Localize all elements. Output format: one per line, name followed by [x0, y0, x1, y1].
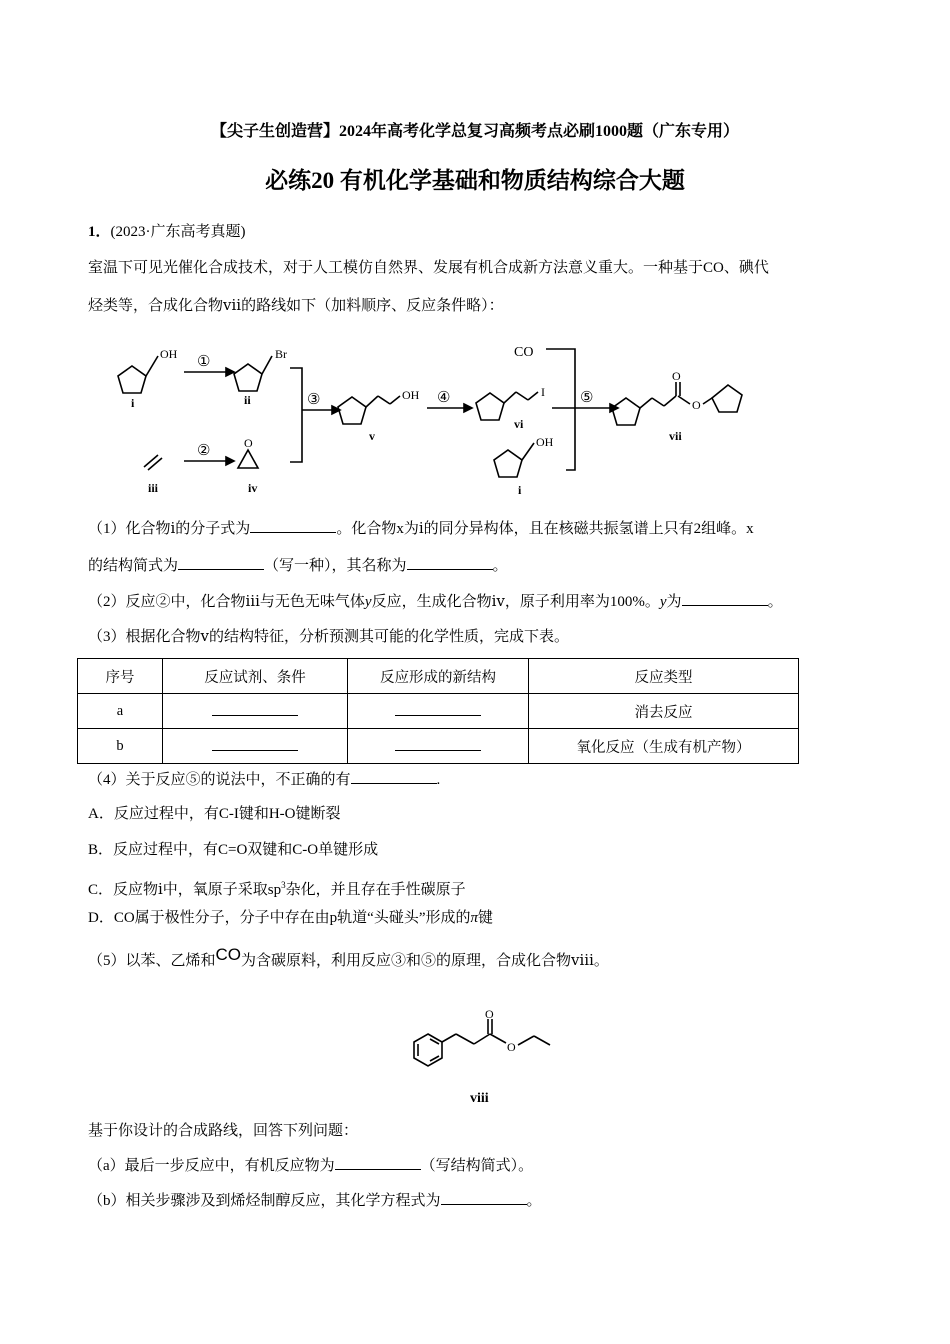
viii-o-ester: O — [507, 1040, 516, 1054]
table-cell-structure — [348, 729, 529, 764]
part-1-text-b: 。化合物x为ⅰ的同分异构体，且在核磁共振氢谱上只有2组峰。x — [336, 521, 754, 537]
answer-blank-9[interactable] — [351, 769, 437, 784]
oh-label-2: OH — [536, 435, 554, 449]
part-3-line: （3）根据化合物ⅴ的结构特征，分析预测其可能的化学性质，完成下表。 — [88, 629, 569, 645]
part-2-text-b: 反应，生成化合物ⅳ，原子利用率为100% — [371, 594, 645, 610]
part-2-text-d: 为 — [666, 594, 682, 610]
label-iv: iv — [248, 481, 258, 495]
table-header: 序号 — [78, 659, 163, 694]
table-cell-type: 消去反应 — [529, 694, 799, 729]
table-cell-id: a — [78, 694, 163, 729]
part-1-line-1 — [88, 518, 754, 539]
part-b-text-a: （b）相关步骤涉及到烯烃制醇反应，其化学方程式为 — [88, 1193, 441, 1209]
table-cell-structure — [348, 694, 529, 729]
viii-o-carbonyl: O — [485, 1007, 494, 1021]
table-row — [78, 729, 799, 764]
option-b: B．反应过程中，有C=O双键和C-O单键形成 — [88, 842, 379, 858]
answer-blank-8[interactable] — [395, 736, 481, 751]
followup-intro: 基于你设计的合成路线，回答下列问题： — [88, 1123, 359, 1139]
step-5: ⑤ — [580, 390, 594, 406]
vii-o-ester: O — [692, 398, 701, 412]
option-c — [88, 875, 466, 900]
answer-blank-6[interactable] — [395, 701, 481, 716]
label-iii: iii — [148, 481, 159, 495]
step-3: ③ — [307, 392, 321, 408]
o-label: O — [244, 436, 253, 450]
part-1-text-d: （写一种），其名称为 — [264, 558, 407, 574]
v-oh-label: OH — [402, 388, 420, 402]
i-atom-label: I — [541, 385, 545, 399]
label-i-2: i — [518, 483, 522, 497]
co-formula: CO — [215, 945, 242, 964]
intro-line-1: 室温下可见光催化合成技术，对于人工模仿自然界、发展有机合成新方法意义重大。一种基于CO、碘代 — [88, 260, 769, 276]
vii-o-carbonyl: O — [672, 369, 681, 383]
part-2-line — [88, 591, 783, 612]
part-5-text-a: （5）以苯、乙烯和 — [88, 953, 216, 969]
label-vii: vii — [669, 429, 682, 443]
part-a-text-b: （写结构简式）。 — [420, 1158, 534, 1174]
answer-blank-2[interactable] — [178, 555, 264, 570]
table-header: 反应试剂、条件 — [163, 659, 348, 694]
option-c-superscript: 3 — [281, 880, 286, 890]
intro-line-2: 烃类等，合成化合物ⅶ的路线如下（加料顺序、反应条件略）： — [88, 298, 504, 314]
label-viii: viii — [470, 1091, 489, 1106]
part-b-text-b: 。 — [526, 1193, 542, 1209]
table-header: 反应类型 — [529, 659, 799, 694]
br-label: Br — [275, 347, 287, 361]
question-source: (2023·广东高考真题) — [110, 224, 246, 240]
answer-blank-3[interactable] — [407, 555, 493, 570]
table-cell-reagent — [163, 729, 348, 764]
table-cell-type: 氧化反应（生成有机产物） — [529, 729, 799, 764]
oh-label: OH — [160, 347, 178, 361]
table-row — [78, 694, 799, 729]
label-i: i — [131, 396, 135, 410]
part-2-text-a: （2）反应②中，化合物ⅲ与无色无味气体 — [88, 594, 365, 610]
part-a-line — [88, 1155, 533, 1176]
step-4: ④ — [437, 390, 451, 406]
label-v: v — [369, 429, 375, 443]
answer-blank-1[interactable] — [250, 518, 336, 533]
option-a: A．反应过程中，有C-I键和H-O键断裂 — [88, 806, 341, 822]
table-cell-reagent — [163, 694, 348, 729]
part-4-text-b: . — [436, 772, 441, 788]
option-d — [88, 908, 493, 928]
part-1-text-c: 的结构简式为 — [88, 558, 179, 574]
answer-blank-5[interactable] — [212, 701, 298, 716]
answer-blank-7[interactable] — [212, 736, 298, 751]
compound-viii-structure — [405, 1005, 565, 1110]
label-vi: vi — [514, 417, 524, 431]
option-d-text-b: 键 — [478, 910, 494, 926]
part-2-text-c: 。 — [644, 594, 660, 610]
part-1-text-a: （1）化合物ⅰ的分子式为 — [88, 521, 251, 537]
co-label: CO — [514, 345, 534, 360]
variable-y-2: y — [659, 594, 667, 610]
table-cell-id: b — [78, 729, 163, 764]
part-4-text-a: （4）关于反应⑤的说法中，不正确的有 — [88, 772, 351, 788]
question-number-line — [88, 222, 246, 242]
series-header: 【尖子生创造营】2024年高考化学总复习高频考点必刷1000题（广东专用） — [210, 123, 739, 140]
answer-blank-10[interactable] — [335, 1155, 421, 1170]
option-c-text-b: 杂化，并且存在手性碳原子 — [285, 882, 466, 898]
answer-blank-11[interactable] — [441, 1190, 527, 1205]
part-5-line — [88, 945, 609, 971]
part-1-line-2 — [88, 555, 508, 576]
part-1-text-e: 。 — [492, 558, 508, 574]
option-c-text-a: C．反应物ⅰ中，氧原子采取sp — [88, 882, 282, 898]
pi-symbol: π — [470, 910, 479, 926]
part-5-text-b: 为含碳原料，利用反应③和⑤的原理，合成化合物ⅷ。 — [241, 953, 609, 969]
variable-y: y — [364, 594, 372, 610]
table-header-row — [78, 659, 799, 694]
question-number: 1． — [88, 224, 111, 240]
step-1: ① — [197, 354, 211, 370]
part-a-text-a: （a）最后一步反应中，有机反应物为 — [88, 1158, 335, 1174]
part-2-text-e: 。 — [767, 594, 783, 610]
option-d-text-a: D．CO属于极性分子，分子中存在由p轨道“头碰头”形成的 — [88, 910, 471, 926]
part-b-line — [88, 1190, 542, 1211]
label-ii: ii — [244, 393, 251, 407]
step-2: ② — [197, 443, 211, 459]
properties-table — [77, 658, 799, 764]
answer-blank-4[interactable] — [682, 591, 768, 606]
part-4-line — [88, 769, 440, 790]
reaction-scheme — [100, 330, 790, 505]
table-header: 反应形成的新结构 — [348, 659, 529, 694]
page-title: 必练20 有机化学基础和物质结构综合大题 — [265, 168, 685, 193]
